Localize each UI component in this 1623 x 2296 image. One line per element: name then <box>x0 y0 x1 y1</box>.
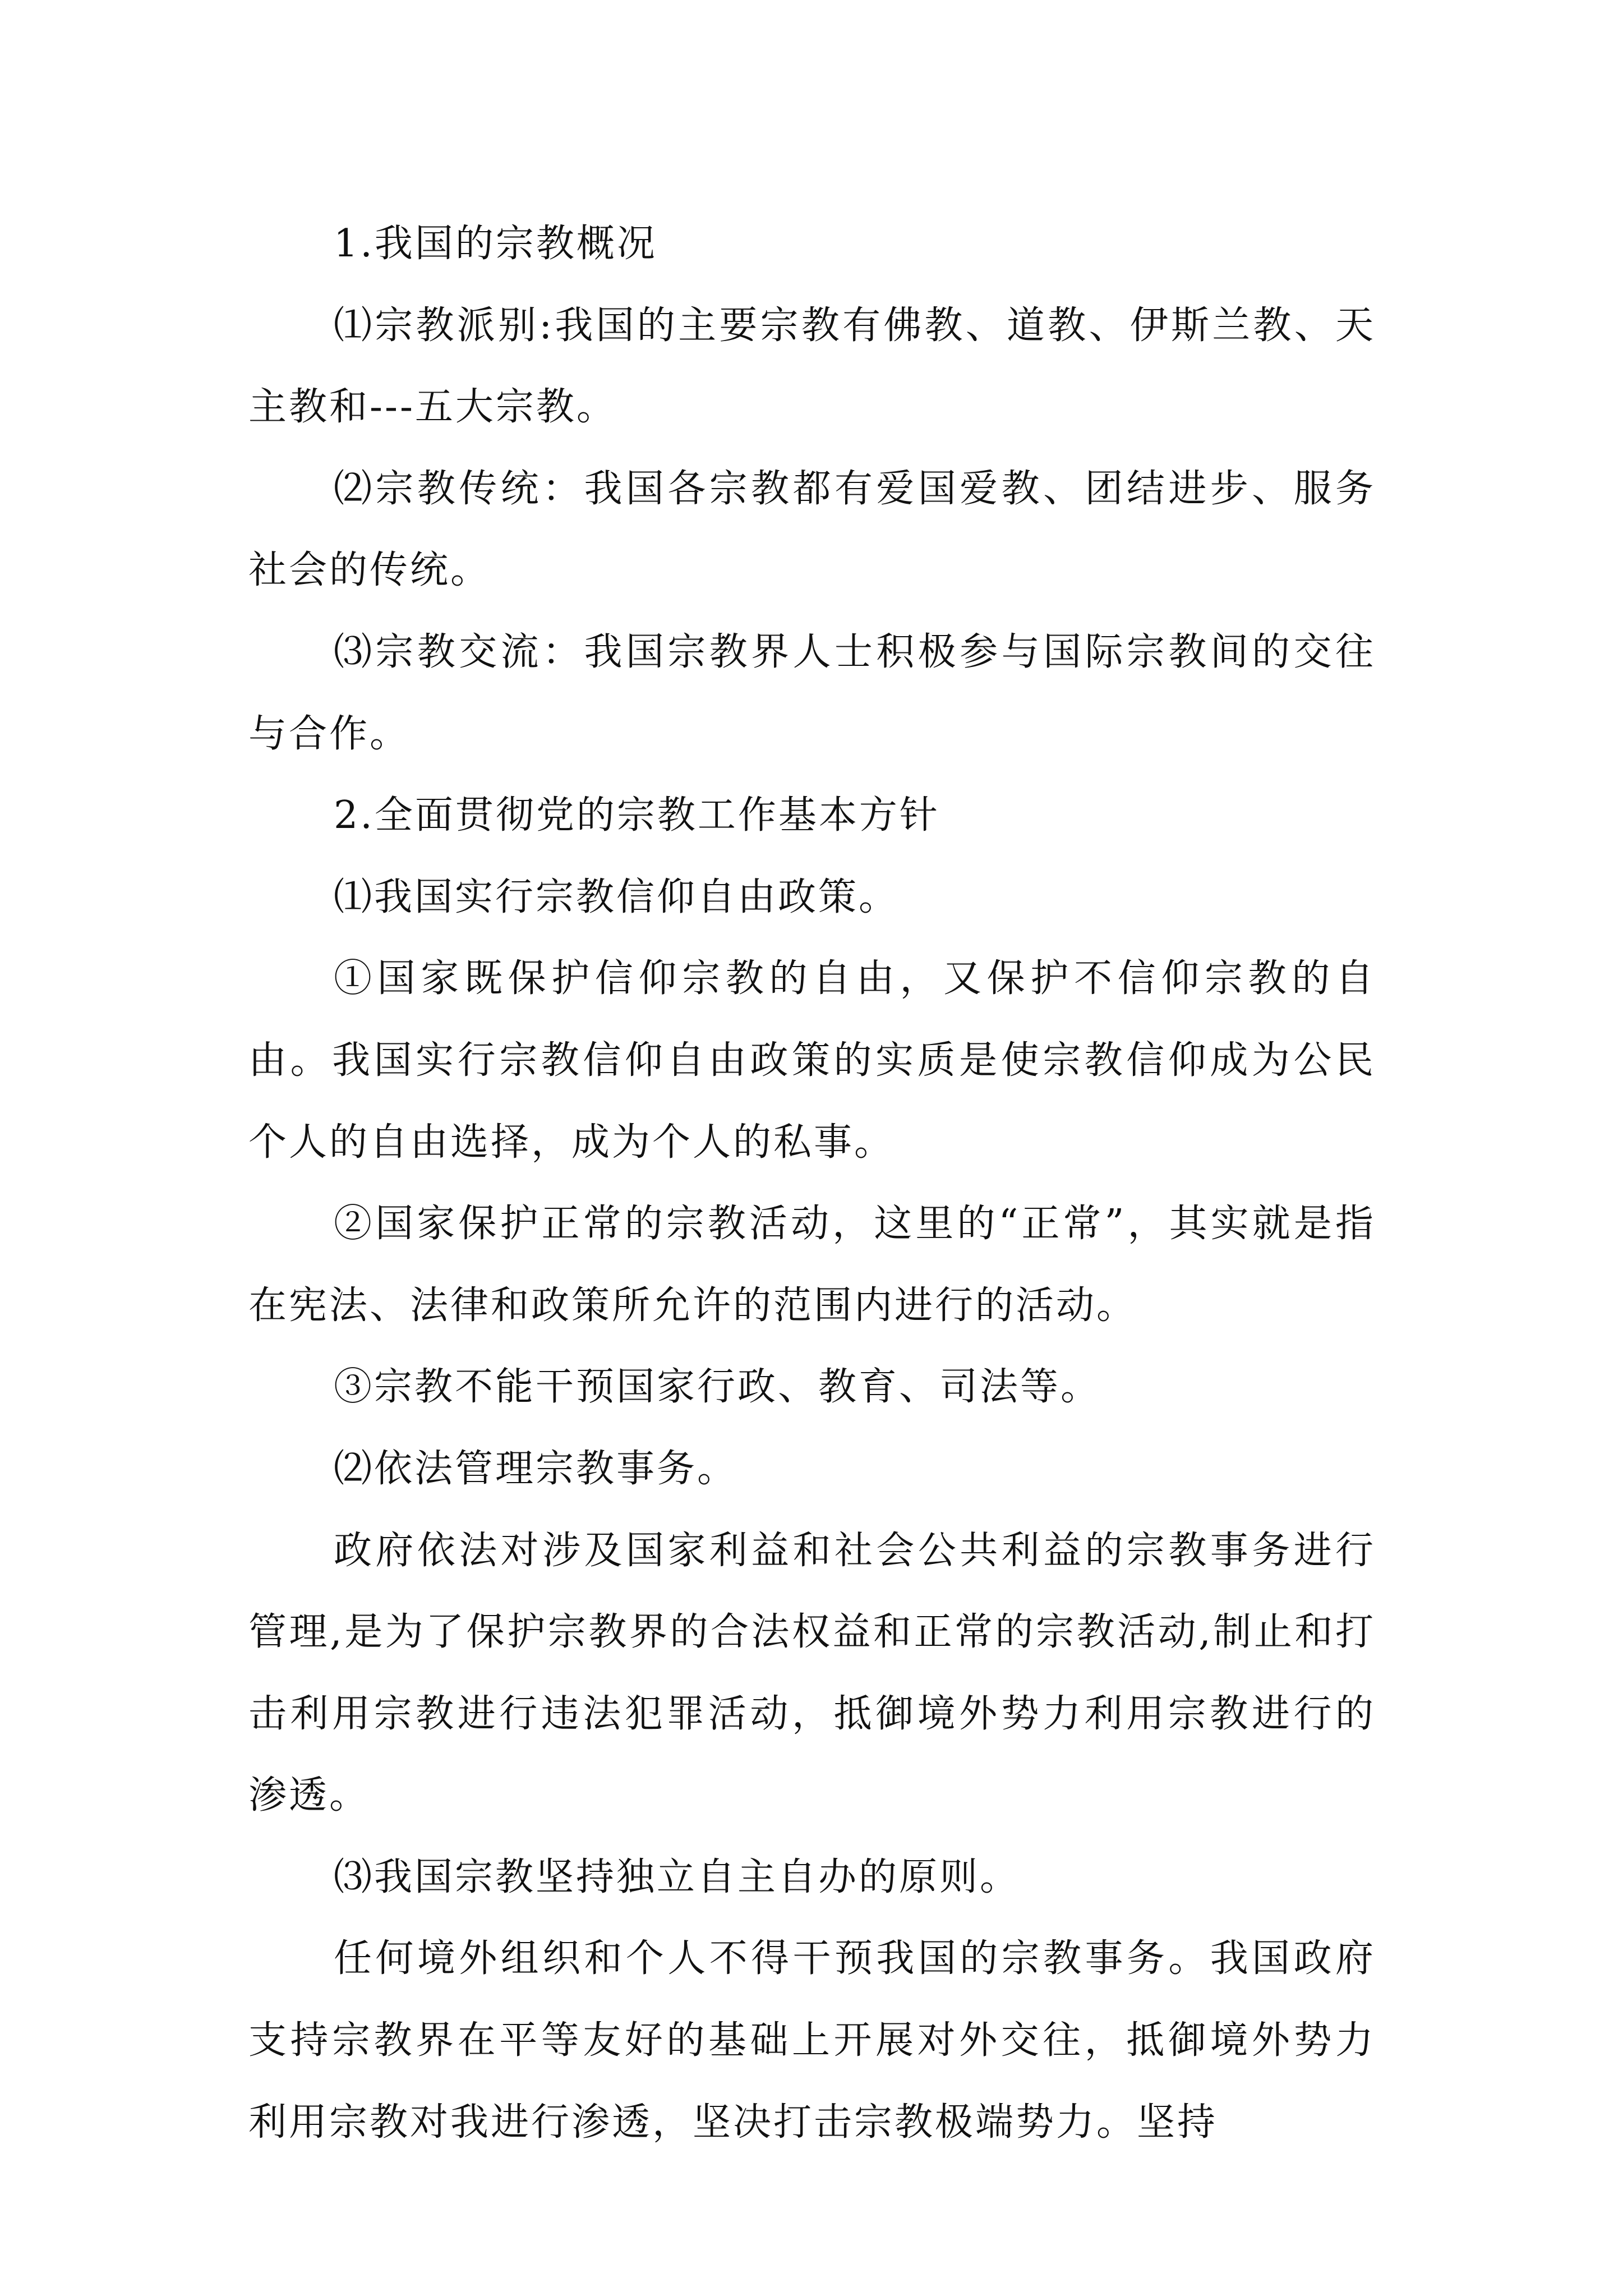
paragraph-point-2: ②国家保护正常的宗教活动，这里的“正常”，其实就是指在宪法、法律和政策所允许的范围内进行的活动。 <box>248 1202 1376 1328</box>
section-heading-religion-overview: 1.我国的宗教概况 <box>334 222 657 266</box>
paragraph-independence-principle: ⑶我国宗教坚持独立自主自办的原则。 <box>334 1855 1021 1899</box>
paragraph-management-detail: 政府依法对涉及国家利益和社会公共利益的宗教事务进行管理,是为了保护宗教界的合法权益和正常的宗教活动,制止和打击利用宗教进行违法犯罪活动，抵御境外势力利用宗教进行的渗透。 <box>248 1528 1376 1818</box>
paragraph-religious-exchange: ⑶宗教交流：我国宗教界人士积极参与国际宗教间的交往与合作。 <box>248 629 1376 756</box>
paragraph-freedom-policy: ⑴我国实行宗教信仰自由政策。 <box>334 875 900 919</box>
paragraph-religious-tradition: ⑵宗教传统：我国各宗教都有爱国爱教、团结进步、服务社会的传统。 <box>248 466 1376 593</box>
paragraph-religious-sects: ⑴宗教派别:我国的主要宗教有佛教、道教、伊斯兰教、天主教和---五大宗教。 <box>248 303 1376 430</box>
document-body <box>248 203 1376 2163</box>
paragraph-point-1: ①国家既保护信仰宗教的自由，又保护不信仰宗教的自由。我国实行宗教信仰自由政策的实质是使宗教信仰成为公民个人的自由选择，成为个人的私事。 <box>248 956 1376 1165</box>
section-heading-basic-policy: 2.全面贯彻党的宗教工作基本方针 <box>334 793 940 838</box>
paragraph-point-3: ③宗教不能干预国家行政、教育、司法等。 <box>334 1365 1101 1410</box>
paragraph-lawful-management: ⑵依法管理宗教事务。 <box>334 1446 738 1491</box>
paragraph-independence-detail: 任何境外组织和个人不得干预我国的宗教事务。我国政府支持宗教界在平等友好的基础上开展对外交往，抵御境外势力利用宗教对我进行渗透，坚决打击宗教极端势力。坚持 <box>248 1936 1376 2145</box>
